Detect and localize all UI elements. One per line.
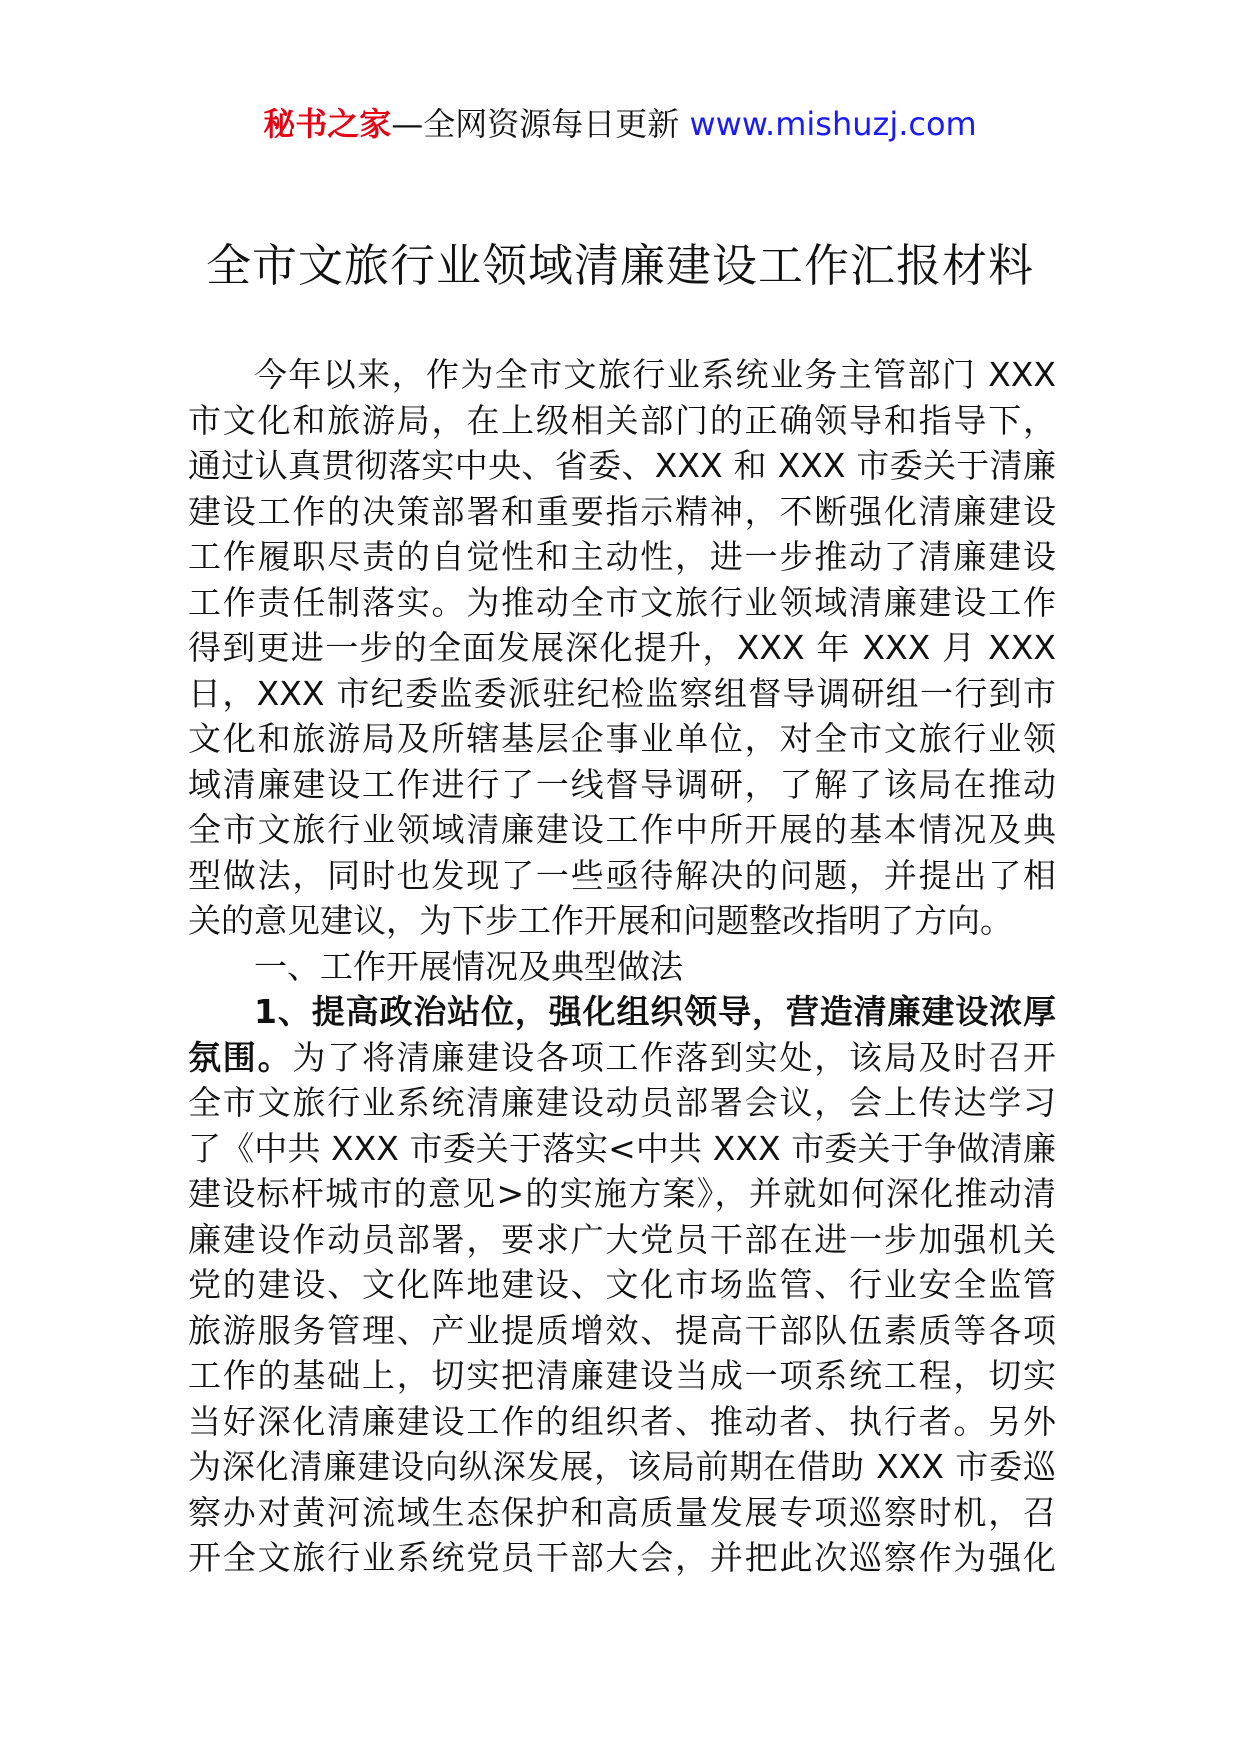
paragraph-line: 今年以来，作为全市文旅行业系统业务主管部门 XXX bbox=[254, 355, 1056, 394]
subsection-heading-end: 氛围。 bbox=[188, 1037, 293, 1077]
document-body bbox=[188, 352, 1056, 1581]
paragraph-line bbox=[188, 1035, 1056, 1081]
header-slogan: —全网资源每日更新 bbox=[391, 105, 680, 143]
paragraph-line: 工作的基础上，切实把清廉建设当成一项系统工程，切实 bbox=[188, 1356, 1056, 1395]
section-heading: 一、工作开展情况及典型做法 bbox=[254, 946, 683, 986]
paragraph-line: 域清廉建设工作进行了一线督导调研，了解了该局在推动 bbox=[188, 764, 1056, 804]
paragraph-line: 旅游服务管理、产业提质增效、提高干部队伍素质等各项 bbox=[188, 1310, 1056, 1350]
site-header bbox=[0, 102, 1240, 146]
paragraph-line: 开全文旅行业系统党员干部大会，并把此次巡察作为强化 bbox=[188, 1538, 1056, 1577]
paragraph-line: 建设工作的决策部署和重要指示精神，不断强化清廉建设 bbox=[188, 491, 1056, 531]
paragraph-line: 廉建设作动员部署，要求广大党员干部在进一步加强机关 bbox=[188, 1219, 1056, 1259]
paragraph-line: 工作责任制落实。为推动全市文旅行业领域清廉建设工作 bbox=[188, 582, 1056, 622]
paragraph-line: 当好深化清廉建设工作的组织者、推动者、执行者。另外 bbox=[188, 1401, 1056, 1441]
paragraph-line: 日，XXX 市纪委监委派驻纪检监察组督导调研组一行到市 bbox=[188, 673, 1056, 713]
paragraph-line: 关的意见建议，为下步工作开展和问题整改指明了方向。 bbox=[188, 901, 1013, 940]
paragraph-line: 为深化清廉建设向纵深发展，该局前期在借助 XXX 市委巡 bbox=[188, 1447, 1056, 1486]
paragraph-line: 工作履职尽责的自觉性和主动性，进一步推动了清廉建设 bbox=[188, 537, 1056, 576]
document-title: 全市文旅行业领域清廉建设工作汇报材料 bbox=[205, 239, 1034, 292]
paragraph-line: 党的建设、文化阵地建设、文化市场监管、行业安全监管 bbox=[188, 1265, 1056, 1304]
paragraph-line: 建设标杆城市的意见>的实施方案》，并就如何深化推动清 bbox=[188, 1174, 1056, 1213]
paragraph-line: 文化和旅游局及所辖基层企事业单位，对全市文旅行业领 bbox=[188, 719, 1056, 758]
site-url[interactable]: www.mishuzj.com bbox=[689, 105, 977, 143]
paragraph-text: 为了将清廉建设各项工作落到实处，该局及时召开 bbox=[292, 1037, 1056, 1077]
brand-name: 秘书之家 bbox=[263, 105, 392, 143]
paragraph-line: 通过认真贯彻落实中央、省委、XXX 和 XXX 市委关于清廉 bbox=[188, 446, 1056, 485]
paragraph-line: 全市文旅行业领域清廉建设工作中所开展的基本情况及典 bbox=[188, 810, 1056, 849]
paragraph-line: 市文化和旅游局，在上级相关部门的正确领导和指导下， bbox=[188, 400, 1056, 440]
paragraph-line: 型做法，同时也发现了一些亟待解决的问题，并提出了相 bbox=[188, 855, 1056, 895]
paragraph-line: 了《中共 XXX 市委关于落实<中共 XXX 市委关于争做清廉 bbox=[188, 1128, 1056, 1168]
paragraph-line: 得到更进一步的全面发展深化提升，XXX 年 XXX 月 XXX bbox=[188, 628, 1056, 667]
subsection-heading: 1、提高政治站位，强化组织领导，营造清廉建设浓厚 bbox=[254, 992, 1056, 1031]
paragraph-line: 全市文旅行业系统清廉建设动员部署会议，会上传达学习 bbox=[188, 1083, 1056, 1122]
paragraph-line: 察办对黄河流域生态保护和高质量发展专项巡察时机，召 bbox=[188, 1492, 1056, 1532]
